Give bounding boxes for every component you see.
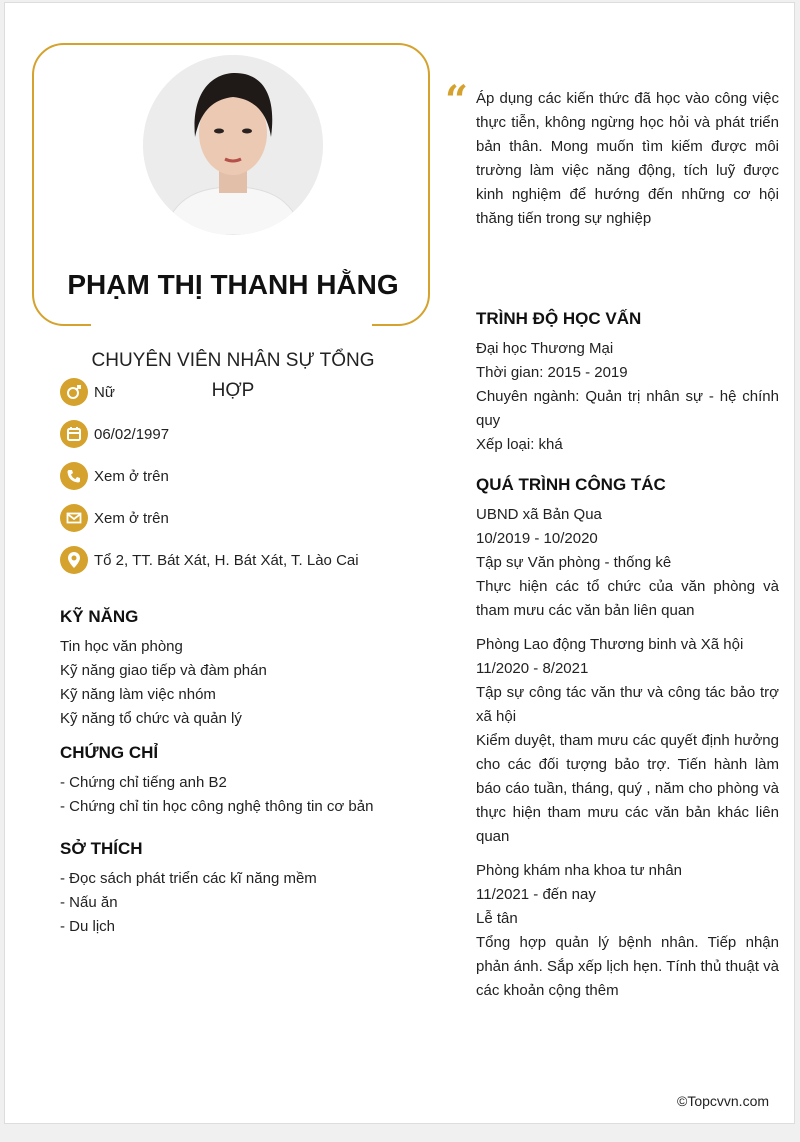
calendar-icon <box>60 420 88 448</box>
gender-icon <box>60 378 88 406</box>
job-company: UBND xã Bản Qua <box>476 506 602 523</box>
education-time: Thời gian: 2015 - 2019 <box>476 364 628 381</box>
job-period: 11/2020 - 8/2021 <box>476 660 589 677</box>
job-position: Tập sự công tác văn thư và công tác bảo trợ xã hội <box>476 684 779 725</box>
job-company: Phòng Lao động Thương binh và Xã hội <box>476 636 744 653</box>
info-gender <box>60 378 115 406</box>
job-company: Phòng khám nha khoa tư nhân <box>476 862 683 879</box>
job-position: Lễ tân <box>476 910 518 927</box>
certificates-list <box>60 771 373 819</box>
quote-icon: “ <box>445 77 469 124</box>
career-objective: Áp dụng các kiến thức đã học vào công việc thực tiễn, không ngừng học hỏi và phát triển bản thân. Mong muốn tìm kiếm được môi trường làm việc năng động, tích luỹ được kinh nghiệm để hướng đến những cơ hội thăng tiến trong sự nghiệp <box>476 90 779 227</box>
info-email <box>60 504 169 532</box>
job-entry <box>476 503 779 623</box>
job-description: Thực hiện các tổ chức của văn phòng và tham mưu các văn bản liên quan <box>476 578 779 619</box>
list-item: - Chứng chỉ tiếng anh B2 <box>60 774 227 791</box>
phone-value: Xem ở trên <box>94 467 169 485</box>
list-item: - Đọc sách phát triển các kĩ năng mềm <box>60 870 317 887</box>
location-icon <box>60 546 88 574</box>
info-birthday <box>60 420 169 448</box>
copyright: ©Topcvvn.com <box>677 1093 770 1109</box>
hobbies-heading: SỞ THÍCH <box>60 839 143 858</box>
job-period: 10/2019 - 10/2020 <box>476 530 598 547</box>
job-period: 11/2021 - đến nay <box>476 886 596 903</box>
experience-heading: QUÁ TRÌNH CÔNG TÁC <box>476 475 666 494</box>
list-item: Kỹ năng làm việc nhóm <box>60 686 216 703</box>
skills-list <box>60 635 267 731</box>
job-title: CHUYÊN VIÊN NHÂN SỰ TỔNG HỢP <box>91 350 375 401</box>
full-name: PHẠM THỊ THANH HẰNG <box>67 269 399 300</box>
hobbies-list <box>60 867 317 939</box>
list-item: - Chứng chỉ tin học công nghệ thông tin cơ bản <box>60 798 374 815</box>
list-item: Kỹ năng tổ chức và quản lý <box>60 710 242 727</box>
phone-icon <box>60 462 88 490</box>
list-item: - Du lịch <box>60 918 116 935</box>
education-major: Chuyên ngành: Quản trị nhân sự - hệ chính quy <box>476 388 779 429</box>
job-description: Kiểm duyệt, tham mưu các quyết định hưởng cho các đối tượng bảo trợ. Tiến hành làm báo cáo tuần, tháng, quý , năm cho phòng và thực hiện tham mưu các văn bản khác liên quan <box>476 732 779 845</box>
gender-value: Nữ <box>94 383 115 401</box>
job-entry <box>476 633 779 849</box>
education-school: Đại học Thương Mại <box>476 340 614 357</box>
info-address <box>60 546 359 574</box>
cv-page <box>4 2 795 1124</box>
email-value: Xem ở trên <box>94 509 169 527</box>
skills-heading: KỸ NĂNG <box>60 607 139 626</box>
address-value: Tổ 2, TT. Bát Xát, H. Bát Xát, T. Lào Cai <box>94 551 359 569</box>
education-grade: Xếp loại: khá <box>476 436 563 453</box>
job-position: Tập sự Văn phòng - thống kê <box>476 554 672 571</box>
education-details <box>476 337 779 457</box>
education-heading: TRÌNH ĐỘ HỌC VẤN <box>476 309 642 328</box>
job-entry <box>476 859 779 1003</box>
profile-photo <box>143 55 323 235</box>
info-phone <box>60 462 169 490</box>
birthday-value: 06/02/1997 <box>94 425 170 443</box>
job-description: Tổng hợp quản lý bệnh nhân. Tiếp nhận phản ánh. Sắp xếp lịch hẹn. Tính thủ thuật và các khoản cộng thêm <box>476 934 779 999</box>
list-item: Tin học văn phòng <box>60 638 183 655</box>
list-item: - Nấu ăn <box>60 894 118 911</box>
certificates-heading: CHỨNG CHỈ <box>60 743 159 762</box>
list-item: Kỹ năng giao tiếp và đàm phán <box>60 662 267 679</box>
email-icon <box>60 504 88 532</box>
